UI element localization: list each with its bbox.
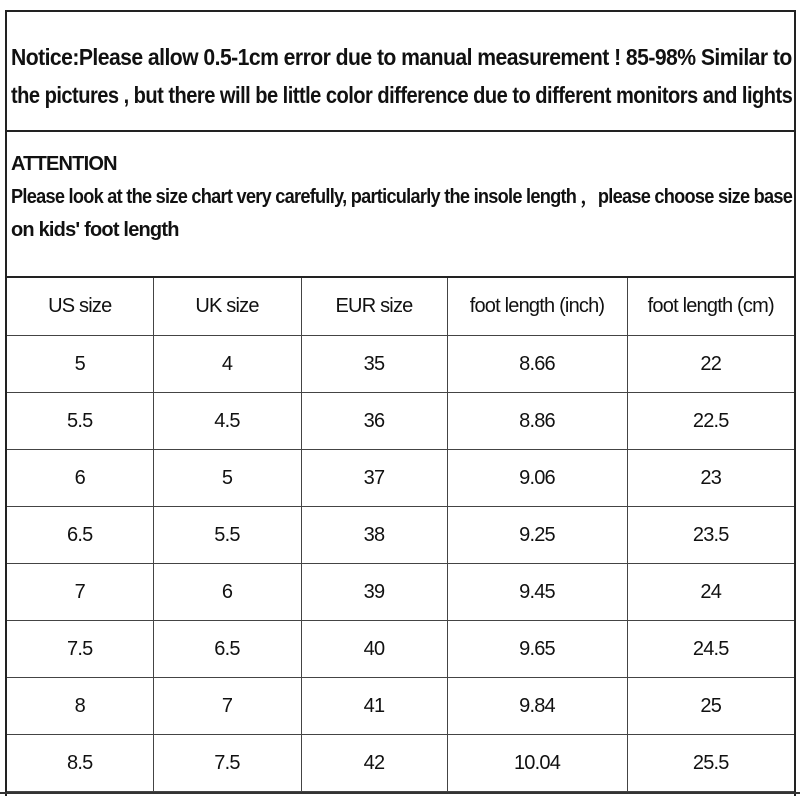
cell-foot-length-cm: 22.5 (627, 393, 794, 450)
cell-uk-size: 6 (153, 564, 301, 621)
notice-block (7, 12, 794, 132)
cell-foot-length-inch: 9.25 (447, 507, 627, 564)
table-header-row (7, 278, 794, 336)
attention-block (7, 132, 794, 278)
cell-eur-size: 40 (301, 621, 447, 678)
cell-foot-length-cm: 23.5 (627, 507, 794, 564)
cell-foot-length-cm: 24 (627, 564, 794, 621)
cell-uk-size: 4 (153, 336, 301, 393)
cell-uk-size: 7 (153, 678, 301, 735)
cell-us-size: 7 (7, 564, 153, 621)
cell-uk-size: 7.5 (153, 735, 301, 792)
cell-us-size: 6.5 (7, 507, 153, 564)
bottom-divider (0, 792, 800, 794)
cell-us-size: 8.5 (7, 735, 153, 792)
cell-uk-size: 5 (153, 450, 301, 507)
table-row (7, 621, 794, 678)
cell-foot-length-cm: 25.5 (627, 735, 794, 792)
cell-eur-size: 35 (301, 336, 447, 393)
cell-foot-length-inch: 8.86 (447, 393, 627, 450)
notice-line-1: Notice:Please allow 0.5-1cm error due to manual measurement ! 85-98% Similar to (11, 44, 792, 70)
header-foot-length-inch: foot length (inch) (447, 278, 627, 336)
header-uk-size: UK size (153, 278, 301, 336)
cell-foot-length-cm: 22 (627, 336, 794, 393)
cell-us-size: 5.5 (7, 393, 153, 450)
size-table (7, 278, 794, 792)
cell-foot-length-inch: 8.66 (447, 336, 627, 393)
cell-foot-length-inch: 9.45 (447, 564, 627, 621)
cell-us-size: 6 (7, 450, 153, 507)
cell-us-size: 7.5 (7, 621, 153, 678)
header-us-size: US size (7, 278, 153, 336)
size-chart-sheet (5, 10, 796, 796)
table-row (7, 564, 794, 621)
cell-uk-size: 5.5 (153, 507, 301, 564)
cell-foot-length-cm: 24.5 (627, 621, 794, 678)
cell-foot-length-cm: 25 (627, 678, 794, 735)
table-row (7, 678, 794, 735)
table-row (7, 336, 794, 393)
cell-us-size: 8 (7, 678, 153, 735)
cell-us-size: 5 (7, 336, 153, 393)
cell-eur-size: 39 (301, 564, 447, 621)
notice-line-2: the pictures , but there will be little color difference due to different monitors and lights (11, 82, 793, 108)
header-eur-size: EUR size (301, 278, 447, 336)
attention-title: ATTENTION (11, 153, 117, 175)
table-row (7, 393, 794, 450)
table-row (7, 507, 794, 564)
cell-eur-size: 41 (301, 678, 447, 735)
cell-eur-size: 42 (301, 735, 447, 792)
cell-uk-size: 4.5 (153, 393, 301, 450)
header-foot-length-cm: foot length (cm) (627, 278, 794, 336)
attention-line-2: on kids' foot length (11, 219, 179, 241)
cell-foot-length-cm: 23 (627, 450, 794, 507)
cell-foot-length-inch: 10.04 (447, 735, 627, 792)
cell-foot-length-inch: 9.65 (447, 621, 627, 678)
cell-eur-size: 37 (301, 450, 447, 507)
attention-line-1: Please look at the size chart very carefully, particularly the insole length ，please choose size base (11, 186, 793, 208)
cell-uk-size: 6.5 (153, 621, 301, 678)
table-row (7, 450, 794, 507)
table-row (7, 735, 794, 792)
cell-eur-size: 36 (301, 393, 447, 450)
cell-foot-length-inch: 9.06 (447, 450, 627, 507)
cell-eur-size: 38 (301, 507, 447, 564)
cell-foot-length-inch: 9.84 (447, 678, 627, 735)
